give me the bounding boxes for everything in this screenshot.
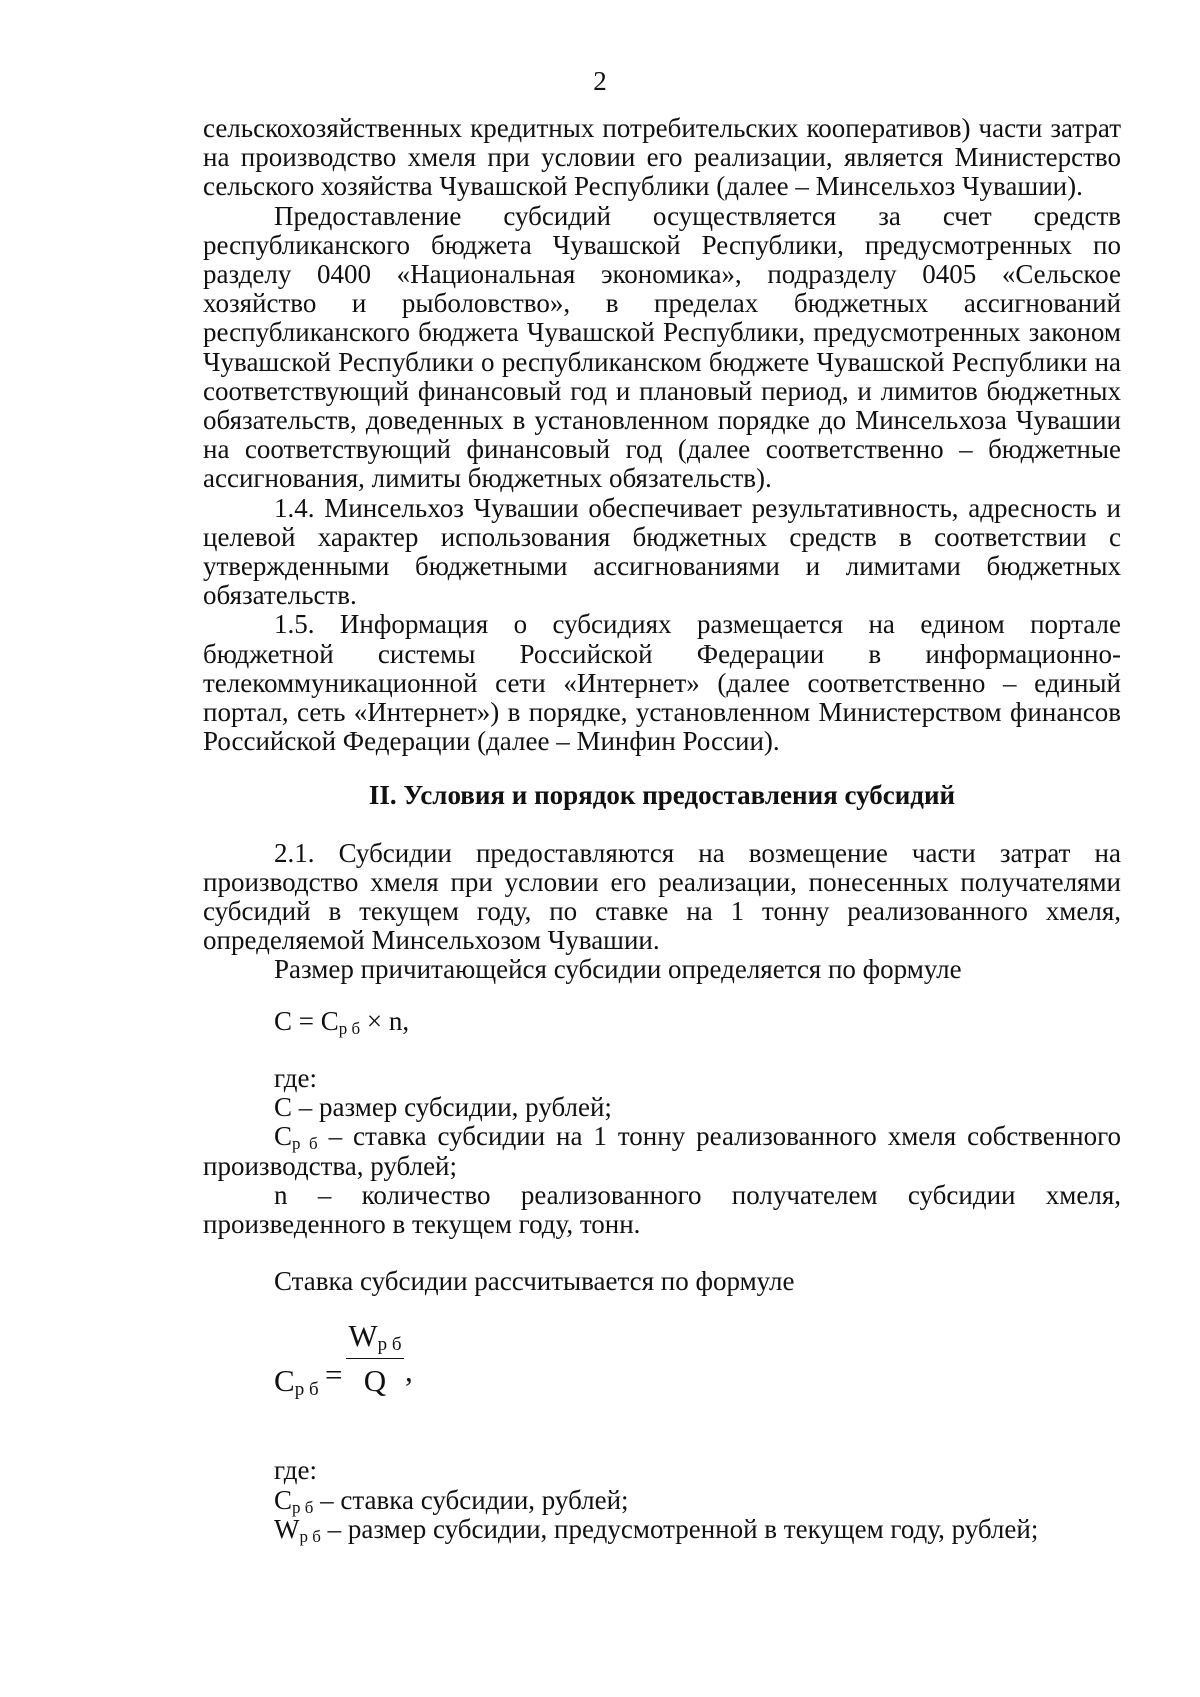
formula2-numerator-subscript: р б xyxy=(377,1334,402,1356)
paragraph-funding: Предоставление субсидий осуществляется за счет средств республиканского бюджета Чувашской Республики, предусмотренных по разделу 0400 «Национальная экономика», подразделу 0405 «Сельское хозяйство и рыболовство», в пределах бюджетных ассигнований республиканского бюджета Чувашской Республики, предусмотренных законом Чувашской Республики о республиканском бюджете Чувашской Республики на соответствующий финансовый год и плановый период, и лимитов бюджетных обязательств, доведенных в установленном порядке до Минсельхоза Чувашии на соответствующий финансовый год (далее соответственно – бюджетные ассигнования, лимиты бюджетных обязательств). xyxy=(203,200,1121,494)
formula1-left: C = C xyxy=(274,1005,339,1036)
where-label-1: где: xyxy=(274,1062,317,1093)
formula2-numerator xyxy=(346,1316,404,1356)
formula2-denominator: Q xyxy=(363,1363,387,1399)
formula2-comma: , xyxy=(405,1353,413,1389)
formula2-lhs-subscript: р б xyxy=(294,1379,319,1401)
paragraph-formula-intro: Размер причитающейся субсидии определяется по формуле xyxy=(274,954,962,985)
definition-crb2-subscript: р б xyxy=(292,1497,314,1517)
definition-n: n – количество реализованного получателем субсидии хмеля, произведенного в текущем году, тонн. xyxy=(203,1179,1121,1239)
definition-crb2-symbol: C xyxy=(274,1484,293,1515)
paragraph-rate-intro: Ставка субсидии рассчитывается по формуле xyxy=(274,1266,795,1297)
definition-wrb xyxy=(203,1515,1121,1544)
formula-subsidy-size xyxy=(203,1007,1121,1036)
paragraph-1-4: 1.4. Минсельхоз Чувашии обеспечивает результативность, адресность и целевой характер использования бюджетных средств в соответствии с утвержденными бюджетными ассигнованиями и лимитами бюджетных обязательств. xyxy=(203,492,1121,611)
formula2-lhs-symbol: C xyxy=(274,1363,295,1399)
definition-crb2-text: – ставка субсидии, рублей; xyxy=(313,1484,629,1515)
formula2-fraction xyxy=(346,1316,404,1401)
definition-crb xyxy=(203,1122,1121,1180)
definition-wrb-symbol: W xyxy=(274,1513,300,1544)
formula1-right: × n, xyxy=(360,1005,410,1036)
formula1-subscript: р б xyxy=(338,1018,361,1038)
document-body xyxy=(203,114,1121,1544)
definition-c: C – размер субсидии, рублей; xyxy=(274,1092,612,1123)
formula-subsidy-rate xyxy=(203,1316,1121,1434)
paragraph-2-1: 2.1. Субсидии предоставляются на возмещение части затрат на производство хмеля при условии его реализации, понесенных получателями субсидий в текущем году, по ставке на 1 тонну реализованного хмеля, определяемой Минсельхозом Чувашии. xyxy=(203,837,1121,956)
paragraph-1-5: 1.5. Информация о субсидиях размещается на едином портале бюджетной системы Российской Федерации в информационно-телекоммуникационной сети «Интернет» (далее соответственно – единый портал, сеть «Интернет») в порядке, установленном Министерством финансов Российской Федерации (далее – Минфин России). xyxy=(203,609,1121,757)
section-heading: II. Условия и порядок предоставления субсидий xyxy=(368,780,956,811)
formula2-lhs xyxy=(274,1363,319,1401)
formula2-numerator-symbol: W xyxy=(348,1318,378,1354)
definition-wrb-subscript: р б xyxy=(299,1526,321,1546)
definition-crb-text: – ставка субсидии на 1 тонну реализованного хмеля собственного производства, рублей; xyxy=(203,1121,1122,1181)
definition-crb-symbol: C xyxy=(274,1121,293,1152)
fraction-bar xyxy=(346,1358,404,1359)
page-number: 2 xyxy=(593,66,607,96)
definition-crb-subscript: р б xyxy=(292,1134,318,1154)
definition-crb-rate xyxy=(203,1486,1121,1515)
formula2-equals: = xyxy=(325,1357,343,1393)
paragraph-intro: сельскохозяйственных кредитных потребительских кооперативов) части затрат на производство хмеля при условии его реализации, является Министерство сельского хозяйства Чувашской Республики (далее – Минсельхоз Чувашии). xyxy=(203,113,1121,202)
where-label-2: где: xyxy=(274,1455,317,1486)
definition-wrb-text: – размер субсидии, предусмотренной в текущем году, рублей; xyxy=(320,1513,1039,1544)
